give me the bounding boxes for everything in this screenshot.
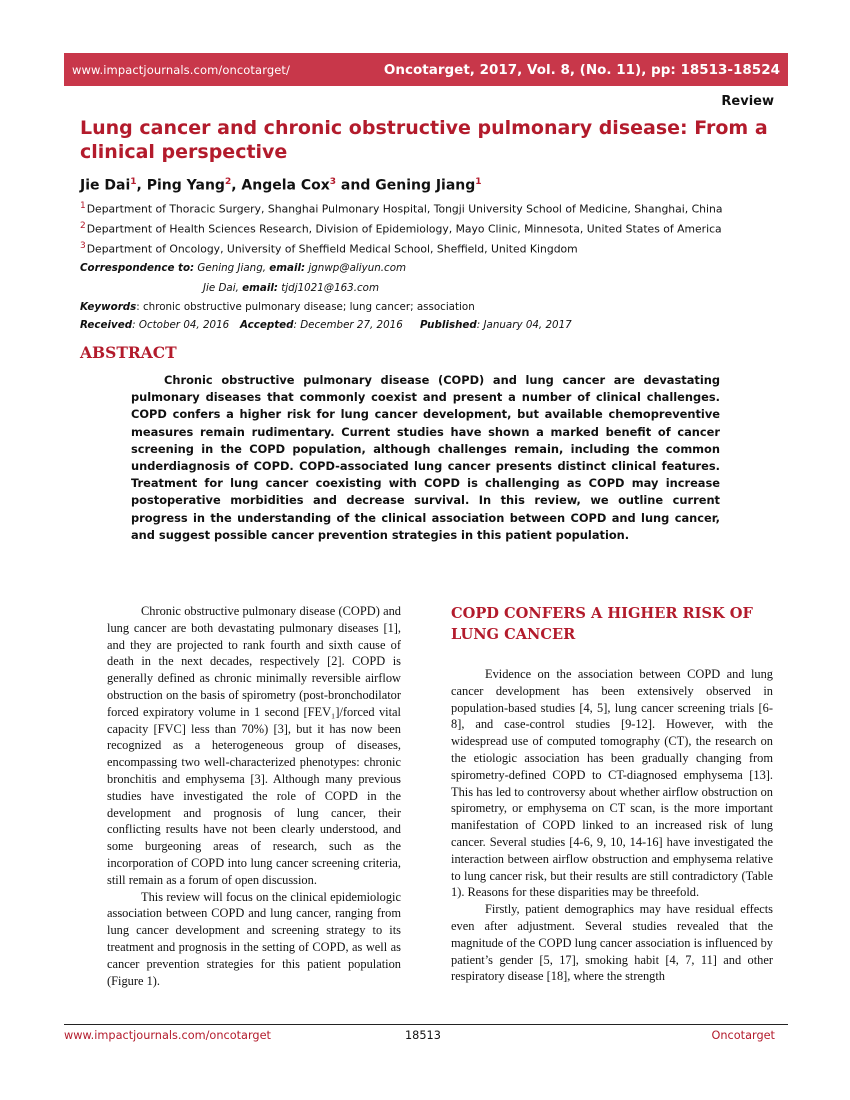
correspondence-line-2 (203, 282, 379, 294)
affiliation-marker: 1 (130, 177, 137, 187)
published-value: : January 04, 2017 (476, 319, 572, 331)
body-paragraph: Evidence on the association between COPD and lung cancer development has been extensively observed in population-based studies [4, 5], lung cancer screening trials [6-8], and case-control studies [9-12]. However, with the widespread use of computed tomography (CT), the research on the etiologic association has been gradually changing from spirometry-defined COPD to CT-diagnosed emphysema [13]. This has led to controversy about whether airflow obstruction on spirometry, or emphysema on CT scan, is the more important manifestation of COPD linked to an increased risk of lung cancer. Several studies [4-6, 9, 10, 14-16] have investigated the interaction between airflow obstruction and emphysema relative to lung cancer risk, but their results are still contradictory (Table 1). Reasons for these disparities may be threefold. (451, 667, 773, 900)
affiliation-marker: 2 (224, 177, 232, 187)
affiliation-text: Department of Health Sciences Research, Division of Epidemiology, Mayo Clinic, Minnesota, United States of America (86, 222, 722, 236)
affiliation-item (80, 196, 722, 216)
published-label: Published (420, 319, 477, 331)
affiliation-list (80, 196, 722, 256)
received-label: Received (80, 319, 133, 331)
correspondence-email-link[interactable]: jgnwp@aliyun.com (305, 262, 407, 274)
author-separator: and (336, 177, 376, 194)
correspondence-name: Gening Jiang, (194, 262, 270, 274)
author-list (80, 177, 482, 194)
body-column-left (107, 603, 401, 989)
author-name: Ping Yang (146, 177, 225, 194)
page-footer (64, 1029, 775, 1045)
keywords-value: : chronic obstructive pulmonary disease; lung cancer; association (136, 301, 475, 313)
email-label: email: (269, 262, 306, 274)
keywords-line (80, 301, 475, 313)
affiliation-marker: 1 (475, 177, 482, 187)
correspondence-line (80, 262, 406, 274)
author-name: Gening Jiang (375, 177, 476, 194)
accepted-label: Accepted (240, 319, 294, 331)
email-label: email: (242, 282, 278, 294)
footer-divider (64, 1024, 788, 1025)
accepted-date (240, 319, 420, 331)
body-paragraph: Firstly, patient demographics may have residual effects even after adjustment. Several studies revealed that the magnitude of the COPD lung cancer association is influenced by patient’s gender [5, 17], smoking habit [4, 7, 11] and other respiratory disease [18], where the strength (451, 902, 773, 984)
affiliation-number: 2 (80, 221, 86, 231)
footer-url-link[interactable]: www.impactjournals.com/oncotarget (64, 1029, 271, 1042)
affiliation-marker: 3 (329, 177, 337, 187)
body-paragraph: This review will focus on the clinical epidemiologic association between COPD and lung cancer, ranging from lung cancer development and screening strategy to its treatment and prognosis in the setting of COPD, as well as cancer prevention strategies for this patient population (Figure 1). (107, 889, 401, 988)
correspondence-label: Correspondence to: (80, 262, 195, 274)
accepted-value: : December 27, 2016 (293, 319, 403, 331)
published-date (420, 319, 572, 331)
affiliation-item (80, 236, 722, 256)
article-type-label: Review (721, 94, 774, 109)
section-heading: COPD CONFERS A HIGHER RISK OF LUNG CANCER (451, 605, 753, 643)
journal-url-link[interactable]: www.impactjournals.com/oncotarget/ (72, 62, 290, 77)
page-number: 18513 (405, 1029, 441, 1042)
affiliation-item (80, 216, 722, 236)
affiliation-text: Department of Oncology, University of Sheffield Medical School, Sheffield, United Kingdom (86, 242, 578, 256)
body-paragraph: Chronic obstructive pulmonary disease (COPD) and lung cancer are both devastating pulmonary diseases [1], and they are projected to rank fourth and sixth cause of death in the next decades, respectively [2]. COPD is generally defined as chronic minimally reversible airflow obstruction on the basis of spirometry (post-bronchodilator forced expiratory volume in 1 second [FEV₁]/forced vital capacity [FVC] less than 70%) [3], but it has now been recognized as a heterogeneous group of diseases, encompassing two well-characterized phenotypes: chronic bronchitis and emphysema [3]. Although many previous studies have investigated the role of COPD in the development and prognosis of lung cancer, their conflicting results have not been clearly understood, and some burgeoning areas of research, such as the incorporation of COPD into lung cancer screening criteria, still remain as a forum of open discussion. (107, 604, 401, 887)
abstract-text: Chronic obstructive pulmonary disease (COPD) and lung cancer are devastating pulmonary diseases that commonly coexist and present a number of clinical challenges. COPD confers a higher risk for lung cancer development, but available chemopreventive measures remain rudimentary. Current studies have shown a marked benefit of cancer screening in the COPD population, although challenges remain, including the common underdiagnosis of COPD. COPD-associated lung cancer presents distinct clinical features. Treatment for lung cancer coexisting with COPD is challenging as COPD may increase postoperative morbidities and decrease survival. In this review, we outline current progress in the understanding of the clinical association between COPD and lung cancer, and suggest possible cancer prevention strategies in this patient population. (131, 373, 720, 542)
dates-line (80, 319, 640, 331)
journal-citation: Oncotarget, 2017, Vol. 8, (No. 11), pp: 18513-18524 (383, 61, 780, 78)
body-column-right (451, 603, 773, 985)
keywords-label: Keywords (80, 301, 137, 313)
journal-header-bar (64, 53, 788, 86)
footer-journal-name: Oncotarget (711, 1029, 775, 1042)
affiliation-number: 1 (80, 201, 86, 211)
correspondence-email-link[interactable]: tjdj1021@163.com (278, 282, 379, 294)
author-name: Jie Dai (80, 177, 131, 194)
received-date (80, 319, 240, 331)
author-name: Angela Cox (241, 177, 330, 194)
author-separator: , (136, 177, 147, 194)
author-separator: , (231, 177, 242, 194)
affiliation-number: 3 (80, 241, 86, 251)
article-title: Lung cancer and chronic obstructive pulmonary disease: From a clinical perspective (80, 117, 768, 163)
abstract-heading: ABSTRACT (80, 343, 177, 362)
affiliation-text: Department of Thoracic Surgery, Shanghai Pulmonary Hospital, Tongji University School of Medicine, Shanghai, China (86, 202, 723, 216)
received-value: : October 04, 2016 (132, 319, 230, 331)
correspondence-name: Jie Dai, (203, 282, 243, 294)
